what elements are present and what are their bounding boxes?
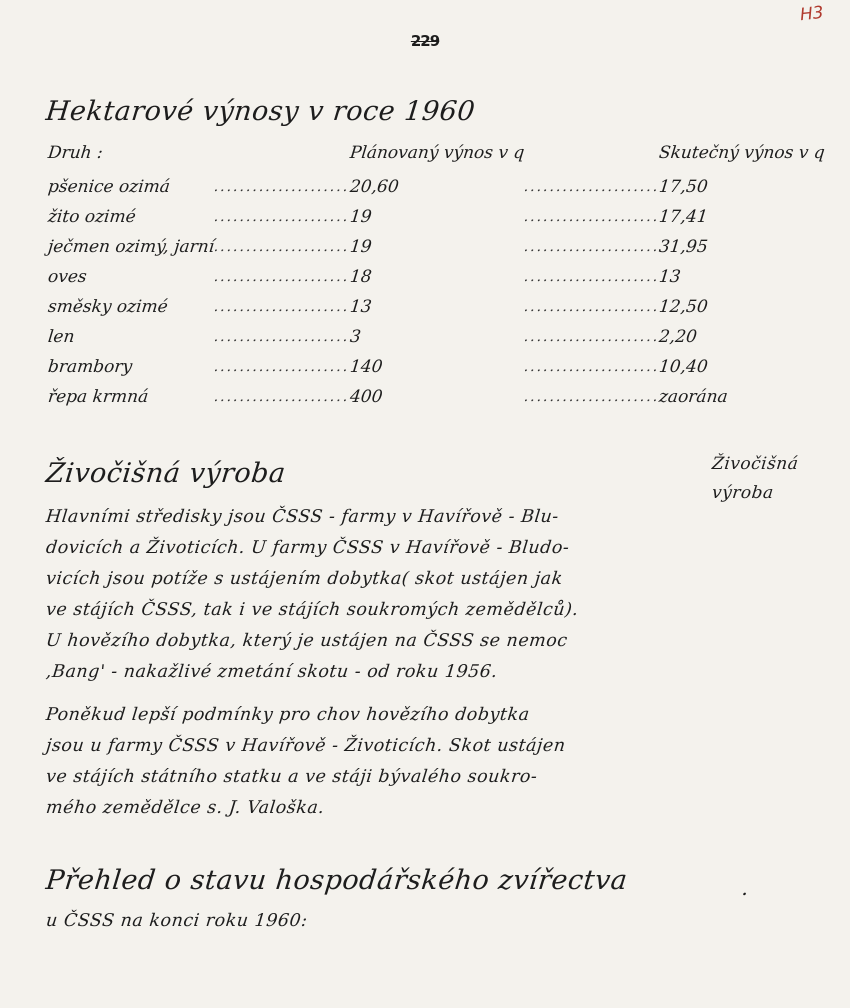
dot-leader: .....................	[213, 209, 351, 225]
paragraph-animal-1	[46, 502, 578, 688]
column-header-actual: Skutečný výnos v q	[658, 143, 827, 163]
table-header-row	[48, 143, 825, 177]
dot-leader: .....................	[213, 389, 351, 405]
table-row	[48, 267, 825, 297]
paragraph-line: ,Bang' - nakažlivé zmetání skotu - od roku 1956.	[45, 662, 499, 682]
dot-leader: .....................	[213, 359, 351, 375]
heading-animal-production: Živočišná výroba	[44, 458, 288, 489]
dot-leader: .....................	[523, 269, 661, 285]
dot-leader: .....................	[523, 389, 661, 405]
dot-leader: .....................	[213, 299, 351, 315]
paragraph-line: ve stájích ČSSS, tak i ve stájích soukromých zemědělců).	[45, 600, 580, 620]
paragraph-line: Hlavními středisky jsou ČSSS - farmy v Havířově - Blu-	[45, 507, 560, 527]
crop-name: pšenice ozimá	[46, 177, 171, 197]
table-row	[48, 237, 825, 267]
planned-yield: 3	[348, 327, 362, 347]
table-row	[48, 387, 825, 417]
dot-leader: .....................	[213, 329, 351, 345]
crop-name: oves	[46, 267, 88, 287]
crop-name: brambory	[46, 357, 134, 377]
planned-yield: 20,60	[348, 177, 400, 197]
crop-name: řepa krmná	[46, 387, 150, 407]
planned-yield: 140	[348, 357, 384, 377]
archive-mark: H3	[799, 2, 825, 26]
column-header-planned: Plánovaný výnos v q	[348, 143, 526, 163]
planned-yield: 400	[348, 387, 384, 407]
dot-leader: .....................	[213, 269, 351, 285]
dot-leader: .....................	[213, 179, 351, 195]
planned-yield: 18	[348, 267, 373, 287]
actual-yield: zaorána	[658, 387, 730, 407]
actual-yield: 17,50	[658, 177, 710, 197]
table-row	[48, 327, 825, 357]
heading-hectare-yields: Hektarové výnosy v roce 1960	[44, 96, 477, 127]
table-row	[48, 297, 825, 327]
margin-note	[712, 450, 798, 508]
dot-leader: .....................	[523, 359, 661, 375]
page-number-value: 229	[410, 32, 440, 50]
column-header-kind: Druh :	[46, 143, 104, 163]
paragraph-line: dovicích a Životicích. U farmy ČSSS v Havířově - Bludo-	[45, 538, 571, 558]
planned-yield: 13	[348, 297, 373, 317]
planned-yield: 19	[348, 237, 373, 257]
actual-yield: 17,41	[658, 207, 710, 227]
dot-leader: .....................	[213, 239, 351, 255]
paragraph-line: ve stájích státního statku a ve stáji bývalého soukro-	[45, 767, 539, 787]
table-row	[48, 177, 825, 207]
margin-note-line-1: Živočišná	[711, 454, 800, 474]
actual-yield: 12,50	[658, 297, 710, 317]
crop-name: žito ozimé	[46, 207, 137, 227]
table-row	[48, 357, 825, 387]
crop-name: ječmen ozimý, jarní	[46, 237, 216, 257]
paragraph-line: mého zemědělce s. J. Valoška.	[45, 798, 326, 818]
dot-leader: .....................	[523, 179, 661, 195]
paragraph-line: jsou u farmy ČSSS v Havířově - Životicích. Skot ustájen	[45, 736, 567, 756]
paragraph-line: vicích jsou potíže s ustájením dobytka( skot ustájen jak	[45, 569, 564, 589]
dot-leader: .....................	[523, 239, 661, 255]
dot-leader: .....................	[523, 299, 661, 315]
page-number	[0, 32, 850, 50]
yields-table	[48, 143, 825, 417]
dot-leader: .....................	[523, 209, 661, 225]
paragraph-overview-subline	[46, 906, 308, 937]
margin-note-line-2: výroba	[711, 483, 775, 503]
heading-trailing-dot: .	[740, 876, 751, 900]
heading-livestock-overview: Přehled o stavu hospodářského zvířectva	[44, 865, 629, 896]
actual-yield: 13	[658, 267, 683, 287]
crop-name: směsky ozimé	[46, 297, 169, 317]
paragraph-line: u ČSSS na konci roku 1960:	[45, 911, 309, 931]
paragraph-line: Poněkud lepší podmínky pro chov hovězího dobytka	[45, 705, 531, 725]
dot-leader: .....................	[523, 329, 661, 345]
paragraph-animal-2	[46, 700, 565, 824]
planned-yield: 19	[348, 207, 373, 227]
actual-yield: 10,40	[658, 357, 710, 377]
actual-yield: 2,20	[658, 327, 699, 347]
table-row	[48, 207, 825, 237]
paragraph-line: U hovězího dobytka, který je ustájen na ČSSS se nemoc	[45, 631, 569, 651]
crop-name: len	[46, 327, 76, 347]
actual-yield: 31,95	[658, 237, 710, 257]
